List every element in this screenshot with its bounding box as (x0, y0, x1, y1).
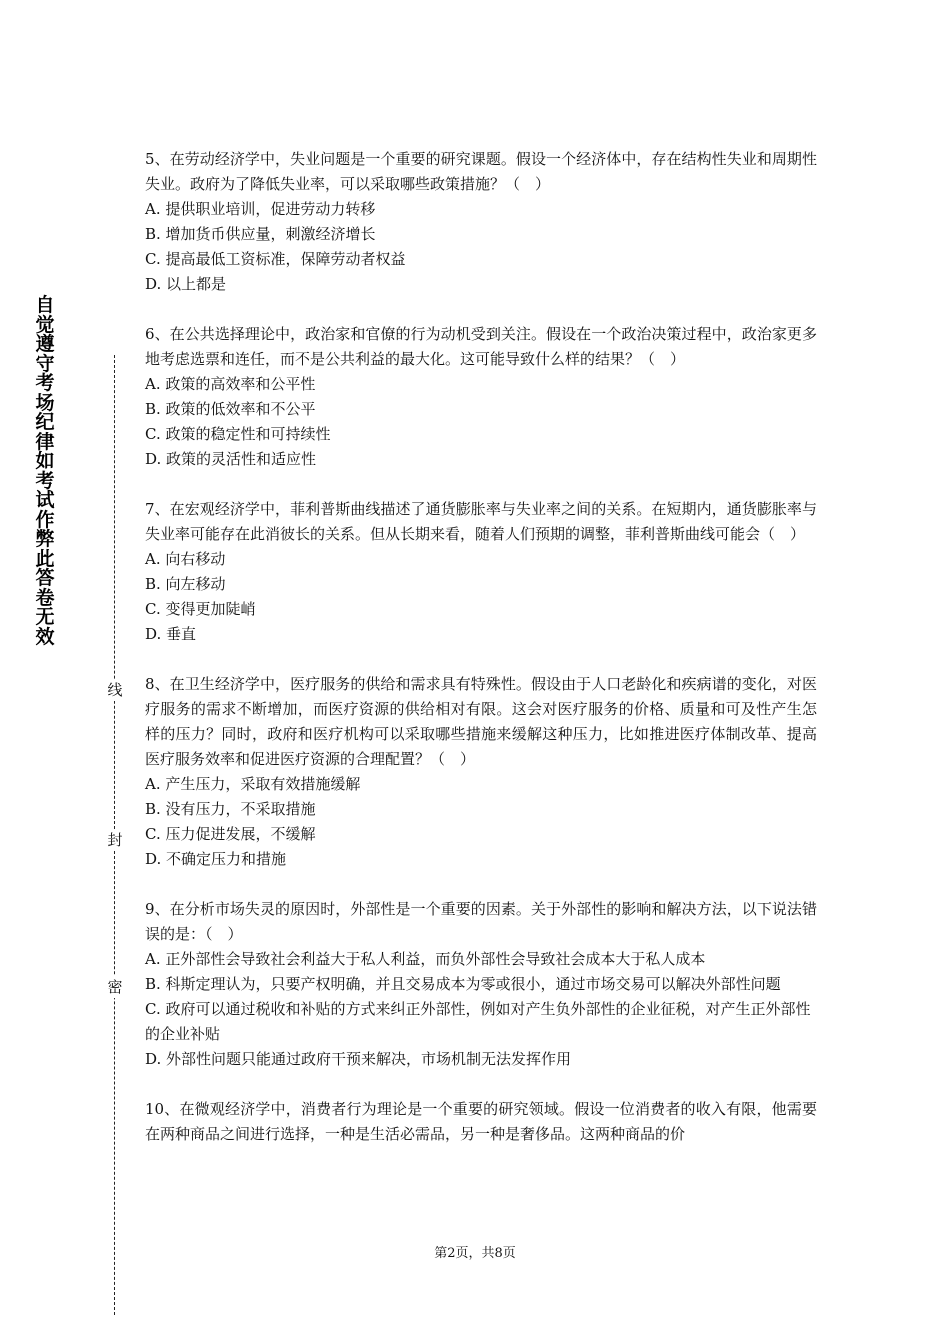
option-a: A. 政策的高效率和公平性 (145, 375, 316, 393)
seal-label-secret: 密 (105, 976, 125, 998)
option-b: B. 政策的低效率和不公平 (145, 400, 316, 418)
option-c: C. 政府可以通过税收和补贴的方式来纠正外部性，例如对产生负外部性的企业征税，对产生正外部性的企业补贴 (145, 1000, 811, 1043)
option-c: C. 政策的稳定性和可持续性 (145, 425, 331, 443)
option-d: D. 垂直 (145, 625, 197, 643)
option-a: A. 产生压力，采取有效措施缓解 (145, 775, 361, 793)
question-7 (145, 497, 817, 647)
question-5 (145, 147, 817, 297)
question-6 (145, 322, 817, 472)
option-b: B. 向左移动 (145, 575, 226, 593)
question-10 (145, 1097, 817, 1147)
question-stem: 8、在卫生经济学中，医疗服务的供给和需求具有特殊性。假设由于人口老龄化和疾病谱的变化，对医疗服务的需求不断增加，而医疗资源的供给相对有限。这会对医疗服务的价格、质量和可及性产生怎样的压力？同时，政府和医疗机构可以采取哪些措施来缓解这种压力，比如推进医疗体制改革、提高医疗服务效率和促进医疗资源的合理配置？（ ） (145, 675, 817, 768)
option-a: A. 提供职业培训，促进劳动力转移 (145, 200, 376, 218)
option-a: A. 正外部性会导致社会利益大于私人利益，而负外部性会导致社会成本大于私人成本 (145, 950, 706, 968)
option-c: C. 变得更加陡峭 (145, 600, 256, 618)
question-8 (145, 672, 817, 872)
option-c: C. 压力促进发展，不缓解 (145, 825, 316, 843)
option-d: D. 外部性问题只能通过政府干预来解决，市场机制无法发挥作用 (145, 1050, 572, 1068)
question-stem: 9、在分析市场失灵的原因时，外部性是一个重要的因素。关于外部性的影响和解决方法，以下说法错误的是：（ ） (145, 900, 817, 943)
question-9 (145, 897, 817, 1072)
question-stem: 6、在公共选择理论中，政治家和官僚的行为动机受到关注。假设在一个政治决策过程中，政治家更多地考虑选票和连任，而不是公共利益的最大化。这可能导致什么样的结果？（ ） (145, 325, 817, 368)
question-stem: 10、在微观经济学中，消费者行为理论是一个重要的研究领域。假设一位消费者的收入有限，他需要在两种商品之间进行选择，一种是生活必需品，另一种是奢侈品。这两种商品的价 (145, 1100, 817, 1143)
option-b: B. 科斯定理认为，只要产权明确，并且交易成本为零或很小，通过市场交易可以解决外部性问题 (145, 975, 781, 993)
option-c: C. 提高最低工资标准，保障劳动者权益 (145, 250, 406, 268)
seal-label-line: 线 (105, 679, 125, 701)
option-d: D. 以上都是 (145, 275, 227, 293)
question-stem: 7、在宏观经济学中，菲利普斯曲线描述了通货膨胀率与失业率之间的关系。在短期内，通货膨胀率与失业率可能存在此消彼长的关系。但从长期来看，随着人们预期的调整，菲利普斯曲线可能会（ ） (145, 500, 817, 543)
option-a: A. 向右移动 (145, 550, 226, 568)
option-b: B. 增加货币供应量，刺激经济增长 (145, 225, 376, 243)
page-number: 第2页，共8页 (434, 1246, 516, 1261)
option-b: B. 没有压力，不采取措施 (145, 800, 316, 818)
option-d: D. 不确定压力和措施 (145, 850, 287, 868)
question-list (145, 147, 817, 1172)
question-stem: 5、在劳动经济学中，失业问题是一个重要的研究课题。假设一个经济体中，存在结构性失业和周期性失业。政府为了降低失业率，可以采取哪些政策措施？（ ） (145, 150, 817, 193)
option-d: D. 政策的灵活性和适应性 (145, 450, 317, 468)
exam-discipline-warning: 自觉遵守考场纪律如考试作弊此答卷无效 (35, 294, 55, 648)
seal-label-seal: 封 (105, 829, 125, 851)
